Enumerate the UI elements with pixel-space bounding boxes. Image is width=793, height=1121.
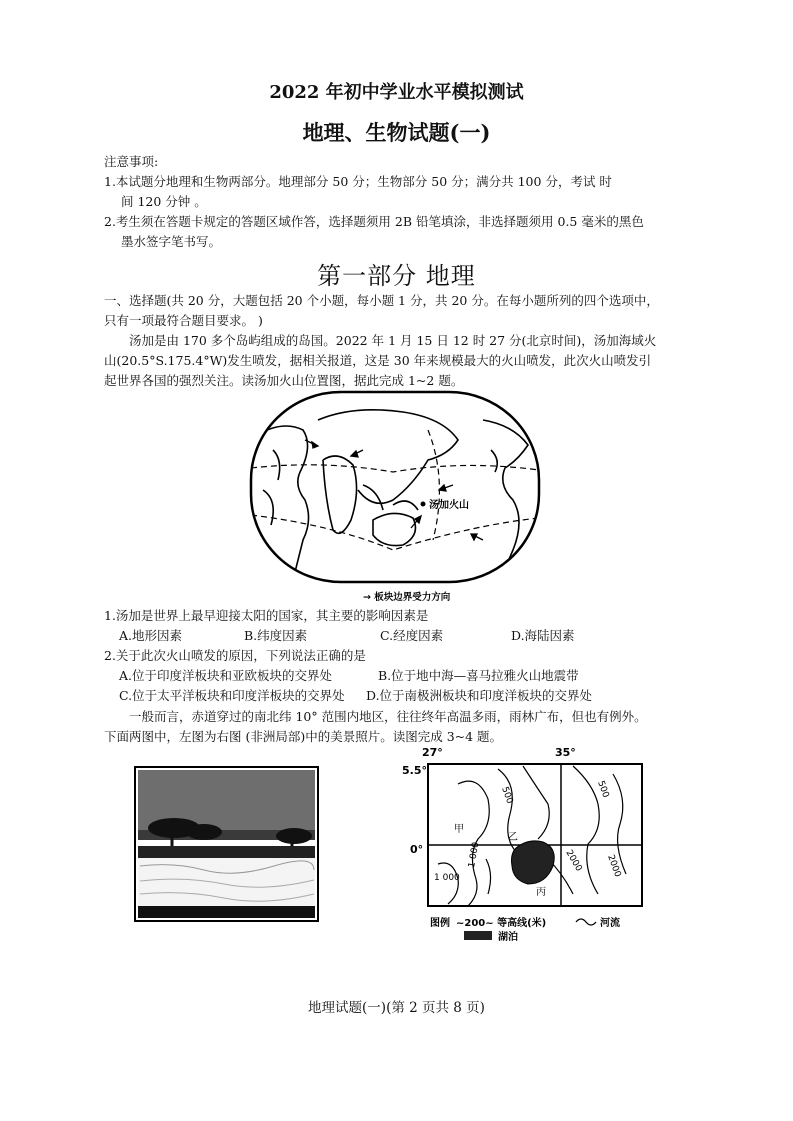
- q2-option-b: B.位于地中海—喜马拉雅火山地震带: [378, 668, 579, 683]
- part-title: 第一部分 地理: [317, 262, 476, 290]
- passage1-line1: 汤加是由 170 多个岛屿组成的岛国。2022 年 1 月 15 日 12 时 27 分(北京时间)，汤加海域火: [129, 333, 657, 348]
- contour-label-4: 2000: [563, 848, 584, 874]
- notice-item-2: 2.考生须在答题卡规定的答题区域作答，选择题须用 2B 铅笔填涂，非选择题须用 0.5 毫米的黑色: [104, 214, 644, 229]
- section-instructions: 一、选择题(共 20 分，大题包括 20 个小题，每小题 1 分，共 20 分。在每小题所列的四个选项中，: [104, 293, 659, 308]
- exam-title: 2022 年初中学业水平模拟测试: [269, 82, 524, 103]
- passage2-line2: 下面两图中，左图为右图 (非洲局部)中的美景照片。读图完成 3~4 题。: [104, 729, 503, 744]
- passage2-line1: 一般而言，赤道穿过的南北纬 10° 范围内地区，往往终年高温多雨，雨林广布，但也有例外。: [129, 709, 647, 724]
- legend-title: 图例: [430, 918, 450, 929]
- question-2-stem: 2.关于此次火山喷发的原因，下列说法正确的是: [104, 648, 366, 663]
- contour-label-2: 1 000: [434, 873, 460, 883]
- passage1-line3: 起世界各国的强烈关注。读汤加火山位置图，据此完成 1~2 题。: [104, 373, 464, 388]
- world-plate-map: [243, 390, 548, 608]
- q2-option-c: C.位于太平洋板块和印度洋板块的交界处: [119, 688, 345, 703]
- lake-label: 乙: [508, 832, 518, 843]
- section-instructions-cont: 只有一项最符合题目要求。 ): [104, 313, 263, 328]
- passage1-line2: 山(20.5°S.175.4°W)发生喷发，据相关报道，这是 30 年来规模最大的火山喷发，此次火山喷发引: [104, 353, 652, 368]
- savanna-photo: [134, 766, 319, 922]
- notice-item-1: 1.本试题分地理和生物两部分。地理部分 50 分；生物部分 50 分；满分共 100 分，考试 时: [104, 174, 612, 189]
- lat-top-label: 5.5°: [402, 764, 427, 777]
- contour-label-5: 2000: [605, 853, 623, 879]
- q1-option-a: A.地形因素: [119, 628, 183, 643]
- q1-option-d: D.海陆因素: [511, 628, 575, 643]
- africa-contour-map: [398, 744, 658, 942]
- point-b-label: 丙: [536, 887, 546, 898]
- notice-item-1-cont: 间 120 分钟 。: [121, 194, 207, 209]
- lon-left-label: 27°: [422, 746, 443, 759]
- legend-river: 河流: [600, 918, 620, 929]
- river-legend-icon: [576, 919, 596, 925]
- equator-label: 0°: [410, 843, 424, 856]
- q1-option-c: C.经度因素: [380, 628, 444, 643]
- contour-label-3: 1 000: [467, 841, 482, 869]
- lake-legend-icon: [464, 931, 492, 940]
- volcano-marker: [421, 502, 426, 507]
- map-frame: [251, 392, 539, 582]
- legend-lake: 湖泊: [498, 932, 518, 942]
- q1-option-b: B.纬度因素: [244, 628, 308, 643]
- point-a-label: 甲: [454, 824, 464, 835]
- exam-subtitle: 地理、生物试题(一): [302, 120, 491, 145]
- contour-label-6: 500: [595, 779, 611, 800]
- map-legend: → 板块边界受力方向: [363, 592, 451, 603]
- contour-label-1: 500: [499, 785, 515, 806]
- page-footer: 地理试题(一)(第 2 页共 8 页): [308, 1000, 485, 1016]
- lon-right-label: 35°: [555, 746, 576, 759]
- notice-item-2-cont: 墨水签字笔书写。: [121, 234, 222, 249]
- legend-contour: ~200~ 等高线(米): [456, 918, 547, 929]
- notice-heading: 注意事项:: [104, 154, 159, 169]
- question-1-stem: 1.汤加是世界上最早迎接太阳的国家，其主要的影响因素是: [104, 608, 429, 623]
- q2-option-a: A.位于印度洋板块和亚欧板块的交界处: [119, 668, 333, 683]
- volcano-label: 汤加火山: [429, 500, 469, 511]
- q2-option-d: D.位于南极洲板块和印度洋板块的交界处: [366, 688, 593, 703]
